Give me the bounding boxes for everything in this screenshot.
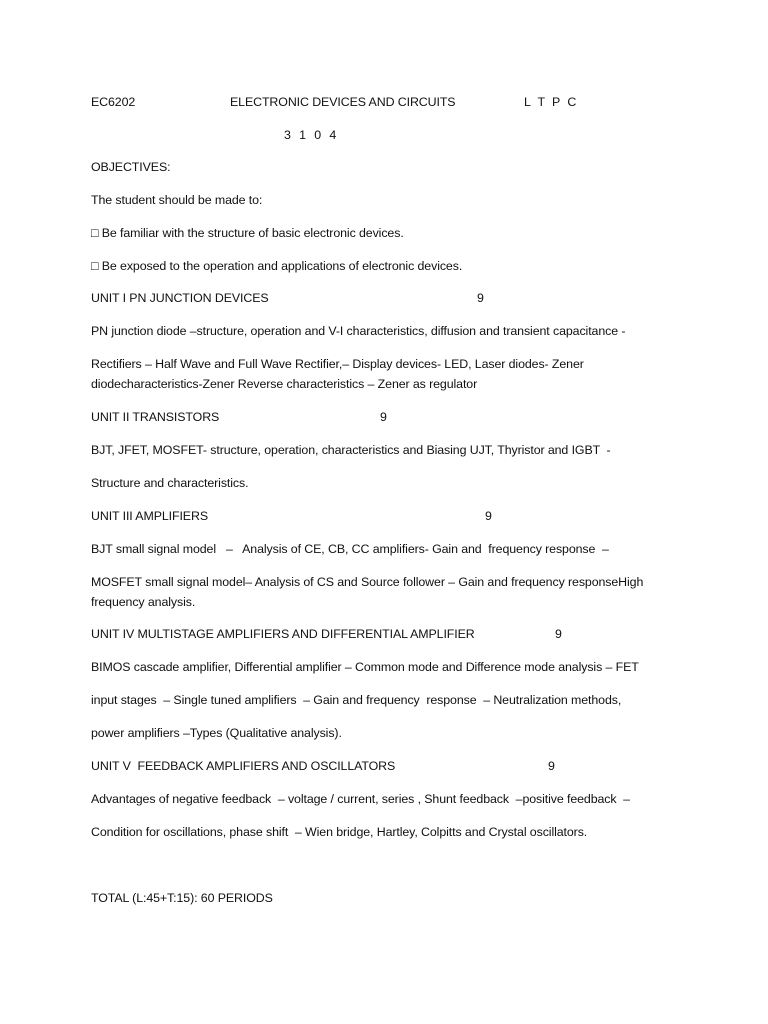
- unit-content-line: BJT, JFET, MOSFET- structure, operation, characteristics and Biasing UJT, Thyristor and IGBT -: [91, 443, 611, 457]
- unit-content-line: MOSFET small signal model– Analysis of CS and Source follower – Gain and frequency responseHigh: [91, 575, 644, 589]
- unit-hours: 9: [380, 410, 387, 424]
- unit-content-line: Condition for oscillations, phase shift – Wien bridge, Hartley, Colpitts and Crystal oscillators.: [91, 825, 588, 839]
- unit-content-line: frequency analysis.: [91, 595, 196, 609]
- unit-content-line: PN junction diode –structure, operation and V-I characteristics, diffusion and transient capacitance -: [91, 324, 626, 338]
- unit-hours: 9: [555, 627, 562, 641]
- objectives-intro: The student should be made to:: [91, 193, 263, 207]
- course-code: EC6202: [91, 95, 136, 109]
- unit-title: UNIT IV MULTISTAGE AMPLIFIERS AND DIFFERENTIAL AMPLIFIER: [91, 627, 475, 641]
- unit-title: UNIT V FEEDBACK AMPLIFIERS AND OSCILLATORS: [91, 759, 396, 773]
- objective-item: □ Be exposed to the operation and applications of electronic devices.: [91, 259, 463, 273]
- unit-title: UNIT I PN JUNCTION DEVICES: [91, 291, 269, 305]
- objective-item: □ Be familiar with the structure of basic electronic devices.: [91, 226, 404, 240]
- unit-hours: 9: [485, 509, 492, 523]
- unit-content-line: BJT small signal model – Analysis of CE, CB, CC amplifiers- Gain and frequency response –: [91, 542, 609, 556]
- unit-content-line: power amplifiers –Types (Qualitative analysis).: [91, 726, 342, 740]
- unit-hours: 9: [548, 759, 555, 773]
- unit-content-line: input stages – Single tuned amplifiers – Gain and frequency response – Neutralization methods,: [91, 693, 622, 707]
- unit-content-line: BIMOS cascade amplifier, Differential amplifier – Common mode and Difference mode analysis – FET: [91, 660, 639, 674]
- unit-content-line: Structure and characteristics.: [91, 476, 249, 490]
- total-periods: TOTAL (L:45+T:15): 60 PERIODS: [91, 891, 273, 905]
- unit-hours: 9: [477, 291, 484, 305]
- unit-content-line: Advantages of negative feedback – voltage / current, series , Shunt feedback –positive feedback –: [91, 792, 630, 806]
- ltpc-label: L T P C: [524, 95, 577, 109]
- unit-content-line: diodecharacteristics-Zener Reverse characteristics – Zener as regulator: [91, 377, 478, 391]
- ltpc-values: 3 1 0 4: [284, 128, 337, 142]
- unit-title: UNIT II TRANSISTORS: [91, 410, 220, 424]
- objectives-heading: OBJECTIVES:: [91, 160, 171, 174]
- unit-title: UNIT III AMPLIFIERS: [91, 509, 208, 523]
- course-title: ELECTRONIC DEVICES AND CIRCUITS: [230, 95, 456, 109]
- unit-content-line: Rectifiers – Half Wave and Full Wave Rectifier,– Display devices- LED, Laser diodes- Zener: [91, 357, 584, 371]
